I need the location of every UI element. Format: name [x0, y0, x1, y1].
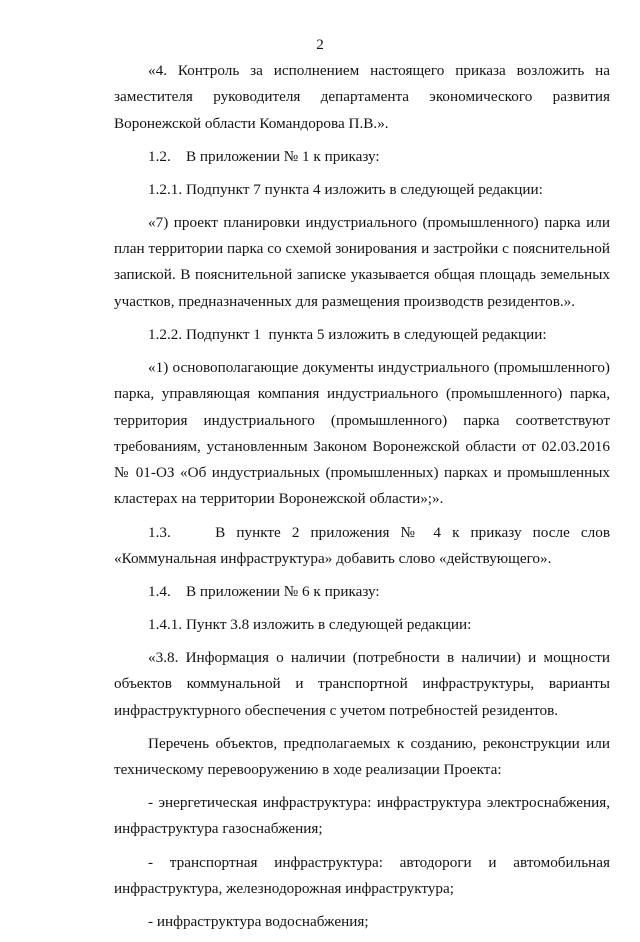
- paragraph-1-4-1: 1.4.1. Пункт 3.8 изложить в следующей редакции:: [148, 616, 472, 634]
- paragraph-1-3: 1.3. В пункте 2 приложения № 4 к приказу после слов «Коммунальная инфраструктура» добавить слово «действующего».: [114, 523, 610, 567]
- paragraph-control-clause: «4. Контроль за исполнением настоящего приказа возложить на заместителя руководителя департамента экономического развития Воронежской области Командорова П.В.».: [114, 62, 610, 132]
- list-item-energy: - энергетическая инфраструктура: инфраструктура электроснабжения, инфраструктура газоснабжения;: [114, 794, 610, 838]
- paragraph-1-2-1: 1.2.1. Подпункт 7 пункта 4 изложить в следующей редакции:: [148, 180, 543, 198]
- paragraph-subitem-1: «1) основополагающие документы индустриального (промышленного) парка, управляющая компания индустриального (промышленного) парка, территория индустриального (промышленного) парка соответствуют требованиям, установленным Законом Воронежской области от 02.03.2016 № 01-ОЗ «Об индустриальных (промышленных) парках и промышленных кластерах на территории Воронежской области»;».: [114, 358, 610, 508]
- paragraph-subitem-7: «7) проект планировки индустриального (промышленного) парка или план территории парка со схемой зонирования и застройки с пояснительной запиской. В пояснительной записке указывается общая площадь земельных участков, предназначенных для размещения производств резидентов.».: [114, 213, 610, 310]
- list-item-transport: - транспортная инфраструктура: автодороги и автомобильная инфраструктура, железнодорожная инфраструктура;: [114, 853, 610, 897]
- document-body: [114, 58, 610, 942]
- paragraph-1-2: 1.2. В приложении № 1 к приказу:: [148, 147, 380, 165]
- paragraph-objects-list-intro: Перечень объектов, предполагаемых к созданию, реконструкции или техническому перевооружению в ходе реализации Проекта:: [114, 734, 610, 779]
- paragraph-3-8: «3.8. Информация о наличии (потребности в наличии) и мощности объектов коммунальной и транспортной инфраструктуры, варианты инфраструктурного обеспечения с учетом потребностей резидентов.: [114, 649, 610, 719]
- paragraph-1-2-2: 1.2.2. Подпункт 1 пункта 5 изложить в следующей редакции:: [148, 325, 547, 343]
- paragraph-1-4: 1.4. В приложении № 6 к приказу:: [148, 582, 380, 600]
- list-item-water: - инфраструктура водоснабжения;: [148, 912, 369, 930]
- page-number: 2: [316, 36, 324, 53]
